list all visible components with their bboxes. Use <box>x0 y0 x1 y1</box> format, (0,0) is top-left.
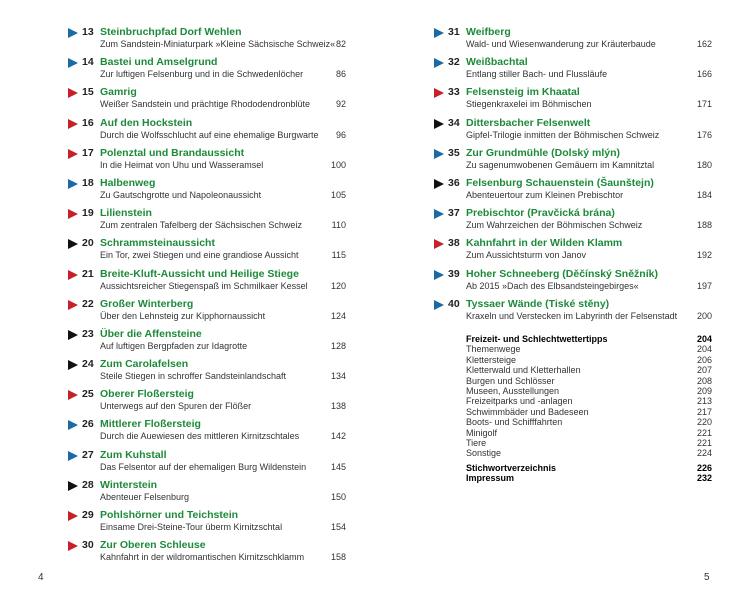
toc-entry <box>68 449 346 479</box>
triangle-marker-icon <box>434 239 444 249</box>
toc-entry <box>68 418 346 448</box>
tour-number: 36 <box>448 176 460 189</box>
tour-page-number: 128 <box>330 340 346 351</box>
triangle-marker-icon <box>68 209 78 219</box>
tour-subtitle: Unterwegs auf den Spuren der Flößer <box>100 401 252 412</box>
tour-number: 16 <box>82 116 94 129</box>
triangle-marker-icon <box>68 88 78 98</box>
toc-entry <box>68 479 346 509</box>
tour-subtitle: Zum Sandstein-Miniaturpark »Kleine Sächsische Schweiz« <box>100 39 336 49</box>
tip-item-label: Klettersteige <box>466 354 517 365</box>
triangle-marker-icon <box>434 28 444 38</box>
toc-entry <box>68 388 346 418</box>
tour-title: Lilienstein <box>100 207 152 220</box>
tip-item-label: Museen, Ausstellungen <box>466 385 560 396</box>
tour-number: 38 <box>448 237 460 250</box>
toc-entry <box>68 358 346 388</box>
toc-entry <box>434 237 712 267</box>
toc-entry <box>68 117 346 147</box>
tip-item-page: 217 <box>696 406 712 417</box>
toc-entry <box>434 207 712 237</box>
tour-number: 30 <box>82 539 94 552</box>
tour-subtitle: Zum Aussichtsturm von Janov <box>466 250 587 261</box>
page-number-right: 5 <box>704 572 710 583</box>
tour-title: Dittersbacher Felsenwelt <box>466 116 591 129</box>
tour-subtitle: In die Heimat von Uhu und Wasseramsel <box>100 159 264 170</box>
tip-item-page: 224 <box>696 448 712 459</box>
tip-item-page: 209 <box>696 385 712 396</box>
tour-subtitle: Durch die Wolfsschlucht auf eine ehemalige Burgwarte <box>100 129 319 140</box>
tour-page-number: 86 <box>335 69 346 80</box>
tour-number: 37 <box>448 207 460 220</box>
tip-item <box>466 386 712 396</box>
toc-entry <box>68 298 346 328</box>
tip-item-label: Kletterwald und Kletterhallen <box>466 365 581 376</box>
tour-title: Weifberg <box>466 26 511 38</box>
tour-subtitle: Abenteuer Felsenburg <box>100 491 190 502</box>
tip-item-page: 208 <box>696 375 712 386</box>
tour-page-number: 82 <box>335 39 346 49</box>
tour-subtitle: Stiegenkraxelei im Böhmischen <box>466 99 592 110</box>
tour-page-number: 96 <box>335 129 346 140</box>
toc-entry <box>68 26 346 56</box>
tour-title: Gamrig <box>100 86 137 99</box>
tour-title: Breite-Kluft-Aussicht und Heilige Stiege <box>100 267 299 280</box>
triangle-marker-icon <box>68 270 78 280</box>
tip-item-page: 204 <box>696 344 712 355</box>
tour-title: Zur Oberen Schleuse <box>100 539 206 552</box>
tour-subtitle: Ab 2015 »Dach des Elbsandsteingebirges« <box>466 280 639 291</box>
tour-number: 39 <box>448 267 460 280</box>
toc-entry <box>68 147 346 177</box>
tour-page-number: 200 <box>696 310 712 321</box>
tour-number: 34 <box>448 116 460 129</box>
tip-item-label: Themenwege <box>466 344 521 355</box>
tip-item-label: Minigolf <box>466 427 498 438</box>
triangle-marker-icon <box>434 270 444 280</box>
tour-title: Weißbachtal <box>466 56 528 69</box>
page-number-left: 4 <box>38 572 44 583</box>
toc-entry <box>434 56 712 86</box>
tour-title: Auf den Hockstein <box>100 116 193 129</box>
tip-item <box>466 376 712 386</box>
tour-subtitle: Zu Gautschgrotte und Napoleonaussicht <box>100 189 262 200</box>
triangle-marker-icon <box>434 300 444 310</box>
tip-item-label: Boots- und Schifffahrten <box>466 417 563 428</box>
tour-number: 24 <box>82 358 94 371</box>
tour-subtitle: Auf luftigen Bergpfaden zur Idagrotte <box>100 340 248 351</box>
tour-subtitle: Kraxeln und Verstecken im Labyrinth der Felsenstadt <box>466 310 678 321</box>
toc-entry <box>434 268 712 298</box>
tour-page-number: 110 <box>331 220 346 231</box>
tour-number: 13 <box>82 26 94 38</box>
triangle-marker-icon <box>68 511 78 521</box>
triangle-marker-icon <box>68 330 78 340</box>
tip-item-page: 221 <box>696 437 712 448</box>
tip-item-label: Schwimmbäder und Badeseen <box>466 406 589 417</box>
tip-item <box>466 438 712 448</box>
toc-entry <box>68 509 346 539</box>
tour-page-number: 162 <box>696 39 712 49</box>
tour-title: Pohlshörner und Teichstein <box>100 509 239 521</box>
tour-title: Hoher Schneeberg (Děčínský Sněžník) <box>466 267 658 280</box>
tour-page-number: 197 <box>696 280 712 291</box>
tour-page-number: 145 <box>330 461 346 472</box>
tour-page-number: 176 <box>696 129 712 140</box>
tip-item <box>466 365 712 375</box>
tour-subtitle: Ein Tor, zwei Stiegen und eine grandiose Aussicht <box>100 250 299 261</box>
tour-number: 17 <box>82 146 94 159</box>
tour-title: Zum Carolafelsen <box>100 358 189 371</box>
tour-page-number: 166 <box>696 69 712 80</box>
tip-item-page: 206 <box>696 354 712 365</box>
triangle-marker-icon <box>434 179 444 189</box>
index-item-label: Stichwortverzeichnis <box>466 463 557 473</box>
triangle-marker-icon <box>434 119 444 129</box>
tour-number: 35 <box>448 146 460 159</box>
tip-item-label: Freizeitparks und -anlagen <box>466 396 573 407</box>
tour-number: 33 <box>448 86 460 99</box>
tip-item-page: 221 <box>696 427 712 438</box>
tour-number: 32 <box>448 56 460 69</box>
tip-item-page: 204 <box>696 334 712 344</box>
tour-subtitle: Steile Stiegen in schroffer Sandsteinlandschaft <box>100 371 286 382</box>
tour-page-number: 158 <box>330 552 346 563</box>
tip-item <box>466 396 712 406</box>
toc-entry <box>68 268 346 298</box>
tour-page-number: 188 <box>696 220 712 231</box>
tour-subtitle: Entlang stiller Bach- und Flussläufe <box>466 69 608 80</box>
index-item-page: 232 <box>696 473 712 484</box>
index-item-label: Impressum <box>466 473 515 484</box>
tour-page-number: 92 <box>335 99 346 110</box>
toc-entry <box>434 177 712 207</box>
triangle-marker-icon <box>434 149 444 159</box>
triangle-marker-icon <box>68 360 78 370</box>
tour-page-number: 150 <box>330 491 346 502</box>
tour-number: 22 <box>82 297 94 310</box>
triangle-marker-icon <box>434 58 444 68</box>
tip-item-page: 207 <box>696 365 712 376</box>
tour-page-number: 120 <box>330 280 346 291</box>
tour-page-number: 134 <box>330 371 346 382</box>
tour-title: Zur Grundmühle (Dolský mlýn) <box>466 146 621 159</box>
tour-number: 23 <box>82 327 94 340</box>
tour-number: 29 <box>82 509 94 521</box>
tip-item-page: 220 <box>696 417 712 428</box>
tour-title: Felsenburg Schauenstein (Šaunštejn) <box>466 176 654 189</box>
tip-item-page: 213 <box>696 396 712 407</box>
tour-title: Oberer Floßersteig <box>100 388 194 401</box>
tour-number: 21 <box>82 267 94 280</box>
toc-entry <box>68 237 346 267</box>
triangle-marker-icon <box>68 58 78 68</box>
toc-entry <box>68 328 346 358</box>
tip-item <box>466 344 712 354</box>
triangle-marker-icon <box>68 28 78 38</box>
tour-title: Felsensteig im Khaatal <box>466 86 580 99</box>
tour-subtitle: Kahnfahrt in der wildromantischen Kirnitzschklamm <box>100 552 305 563</box>
tour-title: Über die Affensteine <box>100 327 202 340</box>
triangle-marker-icon <box>68 420 78 430</box>
tip-item-label: Burgen und Schlösser <box>466 375 555 386</box>
leisure-tips-list <box>466 334 712 459</box>
tour-title: Steinbruchpfad Dorf Wehlen <box>100 26 242 38</box>
tip-item <box>466 334 712 344</box>
tour-number: 19 <box>82 207 94 220</box>
tour-number: 18 <box>82 176 94 189</box>
triangle-marker-icon <box>68 239 78 249</box>
tour-page-number: 154 <box>330 522 346 532</box>
tour-page-number: 100 <box>330 159 346 170</box>
tour-subtitle: Aussichtsreicher Stiegenspaß im Schmilkaer Kessel <box>100 280 308 291</box>
tour-subtitle: Das Felsentor auf der ehemaligen Burg Wildenstein <box>100 461 307 472</box>
tour-subtitle: Weißer Sandstein und prächtige Rhododendronblüte <box>100 99 310 110</box>
tour-title: Mittlerer Floßersteig <box>100 418 201 431</box>
triangle-marker-icon <box>68 149 78 159</box>
toc-entry <box>68 539 346 569</box>
tour-number: 14 <box>82 56 94 69</box>
toc-entry <box>434 86 712 116</box>
tour-subtitle: Zum zentralen Tafelberg der Sächsischen Schweiz <box>100 220 302 231</box>
tour-subtitle: Zur luftigen Felsenburg und in die Schwedenlöcher <box>100 69 304 80</box>
tip-item <box>466 355 712 365</box>
tour-title: Tyssaer Wände (Tiské stěny) <box>466 297 610 310</box>
tour-subtitle: Zu sagenumwobenen Gemäuern im Kamnitztal <box>466 159 655 170</box>
tip-item <box>466 428 712 438</box>
tour-number: 26 <box>82 418 94 431</box>
triangle-marker-icon <box>434 209 444 219</box>
tour-subtitle: Einsame Drei-Steine-Tour überm Kirnitzschtal <box>100 522 283 532</box>
tip-item-label: Freizeit- und Schlechtwettertipps <box>466 334 608 344</box>
tour-page-number: 142 <box>330 431 346 442</box>
tour-page-number: 171 <box>696 99 712 110</box>
index-list <box>466 463 712 484</box>
toc-left-column <box>68 26 346 569</box>
tour-title: Kahnfahrt in der Wilden Klamm <box>466 237 623 250</box>
tour-page-number: 115 <box>331 250 346 261</box>
toc-entry <box>434 298 712 328</box>
triangle-marker-icon <box>68 541 78 551</box>
tour-subtitle: Abenteuertour zum Kleinen Prebischtor <box>466 189 624 200</box>
triangle-marker-icon <box>68 390 78 400</box>
toc-entry <box>434 26 712 56</box>
tour-page-number: 124 <box>330 310 346 321</box>
tour-page-number: 180 <box>696 159 712 170</box>
tour-title: Halbenweg <box>100 176 156 189</box>
tour-title: Winterstein <box>100 478 158 491</box>
tour-number: 27 <box>82 448 94 461</box>
tip-item-label: Sonstige <box>466 448 502 459</box>
tour-subtitle: Gipfel-Trilogie inmitten der Böhmischen Schweiz <box>466 129 660 140</box>
tip-item <box>466 407 712 417</box>
triangle-marker-icon <box>68 119 78 129</box>
tour-title: Bastei und Amselgrund <box>100 56 218 69</box>
tour-page-number: 138 <box>330 401 346 412</box>
tip-item <box>466 417 712 427</box>
toc-entry <box>434 117 712 147</box>
triangle-marker-icon <box>68 481 78 491</box>
toc-entry <box>68 177 346 207</box>
tour-title: Polenztal und Brandaussicht <box>100 146 245 159</box>
triangle-marker-icon <box>434 88 444 98</box>
triangle-marker-icon <box>68 451 78 461</box>
tip-item-label: Tiere <box>466 437 487 448</box>
triangle-marker-icon <box>68 179 78 189</box>
toc-entry <box>68 56 346 86</box>
tip-item <box>466 448 712 458</box>
tour-subtitle: Durch die Auewiesen des mittleren Kirnitzschtales <box>100 431 300 442</box>
toc-entry <box>68 86 346 116</box>
tour-number: 31 <box>448 26 460 38</box>
tour-title: Großer Winterberg <box>100 297 194 310</box>
tour-subtitle: Zum Wahrzeichen der Böhmischen Schweiz <box>466 220 643 231</box>
tour-number: 28 <box>82 478 94 491</box>
toc-right-column <box>434 26 712 328</box>
tour-number: 20 <box>82 237 94 250</box>
index-item-page: 226 <box>696 463 712 473</box>
tour-page-number: 105 <box>330 189 346 200</box>
tour-title: Zum Kuhstall <box>100 448 167 461</box>
triangle-marker-icon <box>68 300 78 310</box>
index-item <box>466 463 712 473</box>
tour-number: 40 <box>448 297 460 310</box>
tour-page-number: 184 <box>696 189 712 200</box>
toc-entry <box>68 207 346 237</box>
tour-title: Prebischtor (Pravčická brána) <box>466 207 615 220</box>
tour-number: 25 <box>82 388 94 401</box>
toc-entry <box>434 147 712 177</box>
index-item <box>466 473 712 483</box>
tour-subtitle: Über den Lehnsteig zur Kipphornaussicht <box>100 310 266 321</box>
tour-number: 15 <box>82 86 94 99</box>
tour-page-number: 192 <box>696 250 712 261</box>
tour-title: Schrammsteinaussicht <box>100 237 215 250</box>
tour-subtitle: Wald- und Wiesenwanderung zur Kräuterbaude <box>466 39 656 49</box>
